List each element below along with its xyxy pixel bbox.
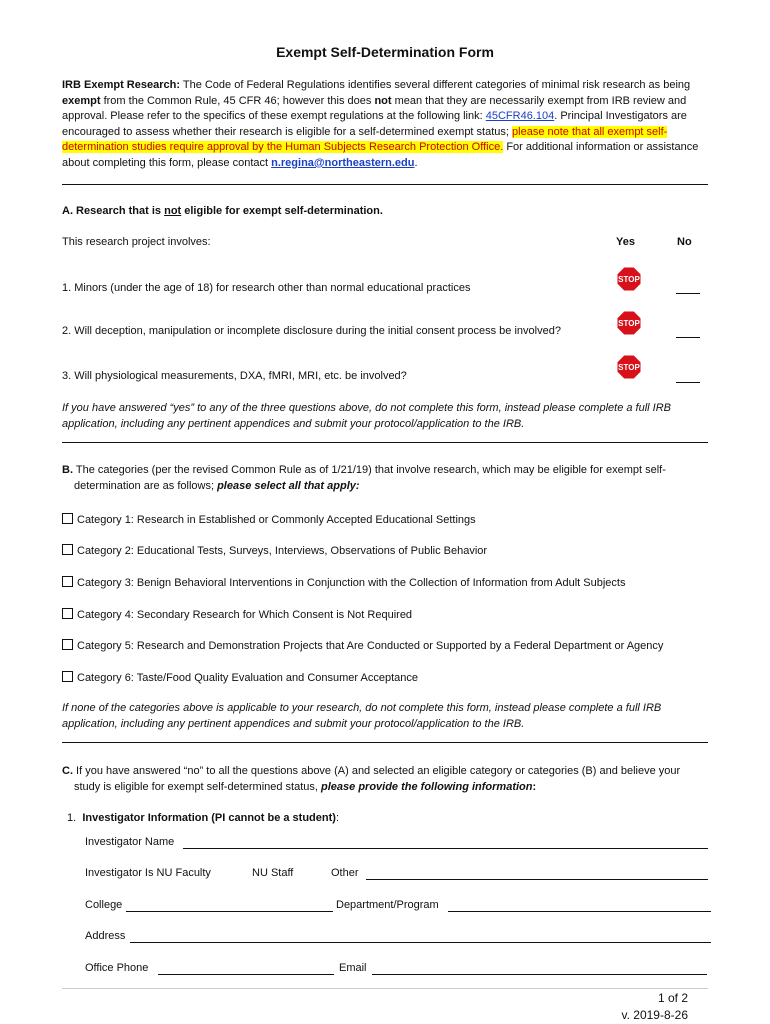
intro-text: . Principal Investigators are encouraged to assess whether their research is eligible for a self-determined exempt status; (62, 110, 687, 138)
category-label: Category 6: Taste/Food Quality Evaluation and Consumer Acceptance (77, 672, 418, 684)
intro-label: IRB Exempt Research: (62, 79, 180, 91)
section-b-note: If none of the categories above is applicable to your research, do not complete this form, instead please complete a full IRB (62, 702, 662, 714)
department-field[interactable] (448, 911, 711, 912)
intro-text: For additional information or assistance about completing this form, please contact (62, 141, 699, 169)
stop-sign-icon (616, 354, 642, 380)
intro-bold-not: not (374, 94, 392, 107)
section-c-label: C. (62, 765, 73, 777)
category-label: Category 5: Research and Demonstration Projects that Are Conducted or Supported by a Federal Department or Agency (77, 640, 664, 652)
investigator-name-field[interactable] (183, 848, 708, 849)
section-a-heading-text: eligible for exempt self-determination. (181, 205, 383, 217)
item-number: 1. (67, 812, 77, 824)
section-a-note: application, including any pertinent appendices and submit your protocol/application to the IRB. (62, 418, 525, 430)
other-field[interactable] (366, 879, 708, 880)
category-label: Category 4: Secondary Research for Which Consent is Not Required (77, 609, 413, 621)
page-number: 1 of 2 (657, 991, 688, 1005)
stop-sign-text: STOP (618, 275, 640, 284)
category-1-option[interactable] (62, 513, 476, 526)
item-punct: : (335, 812, 340, 824)
investigator-info-heading (67, 812, 339, 824)
section-c-text: : (532, 781, 537, 793)
section-c-intro-2 (74, 781, 536, 793)
section-a-note: If you have answered “yes” to any of the three questions above, do not complete this form, instead please complete a full IRB (62, 402, 672, 414)
category-6-option[interactable] (62, 671, 418, 684)
other-label: Other (331, 867, 359, 879)
section-b-label: B. (62, 464, 73, 476)
question-deception: 2. Will deception, manipulation or incomplete disclosure during the initial consent process be involved? (62, 325, 561, 337)
stop-sign-text: STOP (618, 363, 640, 372)
question-minors: 1. Minors (under the age of 18) for research other than normal educational practices (62, 282, 471, 294)
intro-text: mean that they are necessarily exempt from IRB review and approval. Please refer to the specifics of these exempt regulations at the following link: (62, 94, 687, 123)
category-3-option[interactable] (62, 576, 625, 589)
page-title: Exempt Self-Determination Form (276, 44, 494, 60)
category-5-option[interactable] (62, 639, 663, 652)
section-b-intro (62, 464, 666, 476)
address-field[interactable] (130, 942, 711, 943)
college-field[interactable] (126, 911, 333, 912)
divider (62, 184, 708, 185)
email-field[interactable] (372, 974, 707, 975)
category-2-checkbox[interactable] (62, 544, 73, 555)
section-b-text: determination are as follows; (74, 480, 218, 492)
nu-faculty-label[interactable]: Investigator Is NU Faculty (85, 867, 211, 879)
no-answer-blank[interactable] (676, 382, 700, 383)
section-c-text: study is eligible for exempt self-determined status, (74, 781, 322, 793)
intro-text: from the Common Rule, 45 CFR 46; however this does (100, 94, 375, 107)
category-1-checkbox[interactable] (62, 513, 73, 524)
section-b-instruction: please select all that apply: (217, 480, 360, 492)
section-c-instruction: please provide the following information (321, 781, 533, 793)
section-a-heading-text: A. Research that is (62, 205, 165, 217)
section-c-text: If you have answered “no” to all the questions above (A) and selected an eligible category or categories (B) and believe your (73, 765, 681, 777)
section-c-intro (62, 765, 680, 777)
category-label: Category 2: Educational Tests, Surveys, Interviews, Observations of Public Behavior (77, 545, 488, 557)
category-label: Category 3: Benign Behavioral Interventions in Conjunction with the Collection of Information from Adult Subjects (77, 577, 626, 589)
section-a-heading (62, 205, 383, 217)
nu-staff-label[interactable]: NU Staff (252, 867, 294, 879)
no-answer-blank[interactable] (676, 293, 700, 294)
investigator-info-title: Investigator Information (PI cannot be a student) (82, 812, 336, 824)
section-b-text: The categories (per the revised Common Rule as of 1/21/19) that involve research, which may be eligible for exempt self- (73, 464, 666, 476)
college-label: College (85, 899, 123, 911)
no-answer-blank[interactable] (676, 337, 700, 338)
category-4-option[interactable] (62, 608, 412, 621)
address-label: Address (85, 930, 126, 942)
stop-sign-text: STOP (618, 319, 640, 328)
approval-highlight: please note that all exempt self-determination studies require approval by the Human Subjects Research Protection Office. (62, 125, 668, 154)
email-label: Email (339, 962, 367, 974)
section-a-involves: This research project involves: (62, 236, 211, 248)
category-5-checkbox[interactable] (62, 639, 73, 650)
intro-text: . (414, 156, 418, 169)
category-label: Category 1: Research in Established or Commonly Accepted Educational Settings (77, 514, 476, 526)
office-phone-label: Office Phone (85, 962, 149, 974)
regulation-link[interactable]: 45CFR46.104 (485, 110, 555, 123)
stop-sign-icon (616, 310, 642, 336)
investigator-name-label: Investigator Name (85, 836, 175, 848)
category-2-option[interactable] (62, 544, 487, 557)
office-phone-field[interactable] (158, 974, 334, 975)
department-label: Department/Program (336, 899, 439, 911)
intro-bold-exempt: exempt (62, 94, 101, 107)
section-b-intro-2 (74, 480, 360, 492)
divider (62, 742, 708, 743)
divider (62, 442, 708, 443)
section-a-not: not (164, 205, 182, 217)
intro-text: The Code of Federal Regulations identifies several different categories of minimal risk research as being (180, 79, 691, 91)
question-physiological: 3. Will physiological measurements, DXA, fMRI, MRI, etc. be involved? (62, 370, 407, 382)
category-3-checkbox[interactable] (62, 576, 73, 587)
section-b-note: application, including any pertinent appendices and submit your protocol/application to the IRB. (62, 718, 525, 730)
intro-paragraph (62, 78, 712, 172)
no-column-header: No (677, 236, 692, 248)
yes-column-header: Yes (616, 236, 635, 248)
category-4-checkbox[interactable] (62, 608, 73, 619)
contact-email-link[interactable]: n.regina@northeastern.edu (271, 156, 415, 169)
form-version: v. 2019-8-26 (621, 1008, 688, 1022)
footer-divider (62, 988, 708, 989)
category-6-checkbox[interactable] (62, 671, 73, 682)
stop-sign-icon (616, 266, 642, 292)
